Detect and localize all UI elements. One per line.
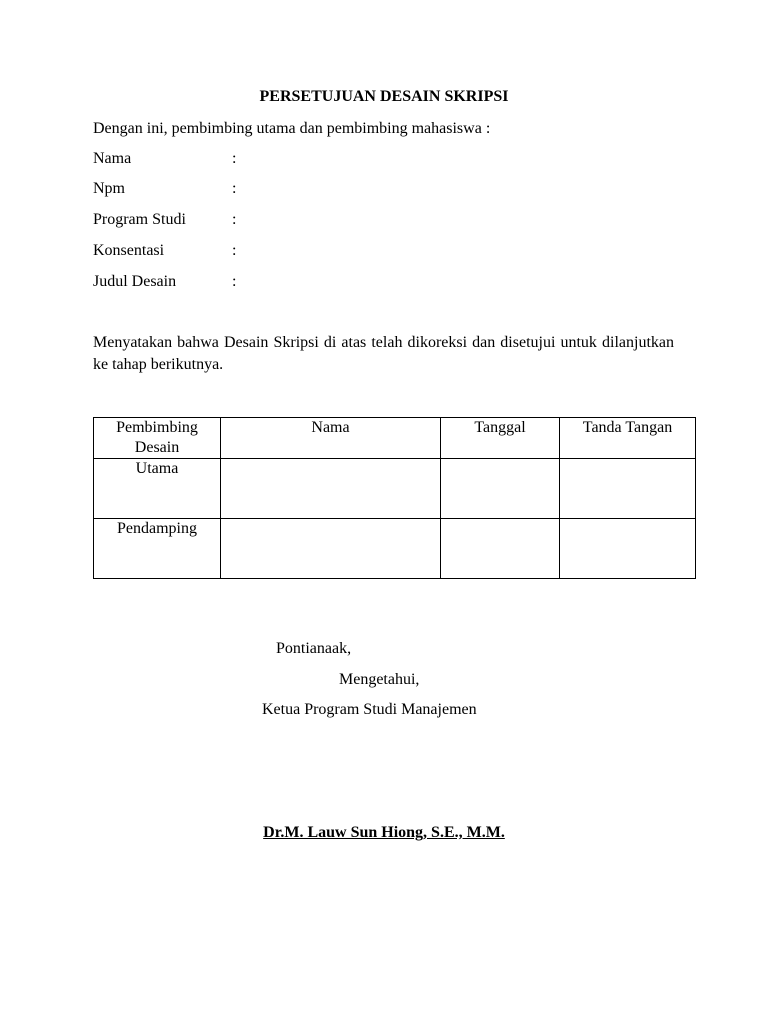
cell-date: [441, 519, 560, 579]
cell-name: [221, 519, 441, 579]
approval-statement: Menyatakan bahwa Desain Skripsi di atas telah dikoreksi dan disetujui untuk dilanjutkan ke tahap berikutnya.: [93, 334, 674, 373]
signatory-name: Dr.M. Lauw Sun Hiong, S.E., M.M.: [263, 824, 505, 841]
intro-text: Dengan ini, pembimbing utama dan pembimbing mahasiswa :: [93, 120, 491, 137]
header-pembimbing-desain: Pembimbing Desain: [94, 418, 221, 459]
approval-table: [93, 417, 696, 579]
field-nama: [93, 150, 693, 172]
field-separator: :: [232, 273, 237, 290]
cell-role: Pendamping: [94, 519, 221, 579]
field-separator: :: [232, 180, 237, 197]
table-row: [94, 519, 696, 579]
signature-place: Pontianaak,: [276, 640, 352, 657]
field-program-studi: [93, 211, 693, 233]
field-label: Npm: [93, 180, 125, 197]
signature-acknowledged: Mengetahui,: [339, 671, 420, 688]
field-label: Program Studi: [93, 211, 186, 228]
field-judul-desain: [93, 273, 693, 295]
field-konsentasi: [93, 242, 693, 264]
header-tanggal: Tanggal: [441, 418, 560, 459]
field-label: Konsentasi: [93, 242, 165, 259]
signature-position: Ketua Program Studi Manajemen: [262, 701, 477, 718]
cell-date: [441, 459, 560, 519]
field-label: Judul Desain: [93, 273, 177, 290]
field-separator: :: [232, 242, 237, 259]
header-nama: Nama: [221, 418, 441, 459]
cell-role: Utama: [94, 459, 221, 519]
cell-signature: [560, 459, 696, 519]
document-title: PERSETUJUAN DESAIN SKRIPSI: [259, 88, 509, 105]
table-header-row: [94, 418, 696, 459]
header-tanda-tangan: Tanda Tangan: [560, 418, 696, 459]
table-row: [94, 459, 696, 519]
field-npm: [93, 180, 693, 202]
field-separator: :: [232, 150, 237, 167]
cell-signature: [560, 519, 696, 579]
field-separator: :: [232, 211, 237, 228]
field-label: Nama: [93, 150, 132, 167]
cell-name: [221, 459, 441, 519]
